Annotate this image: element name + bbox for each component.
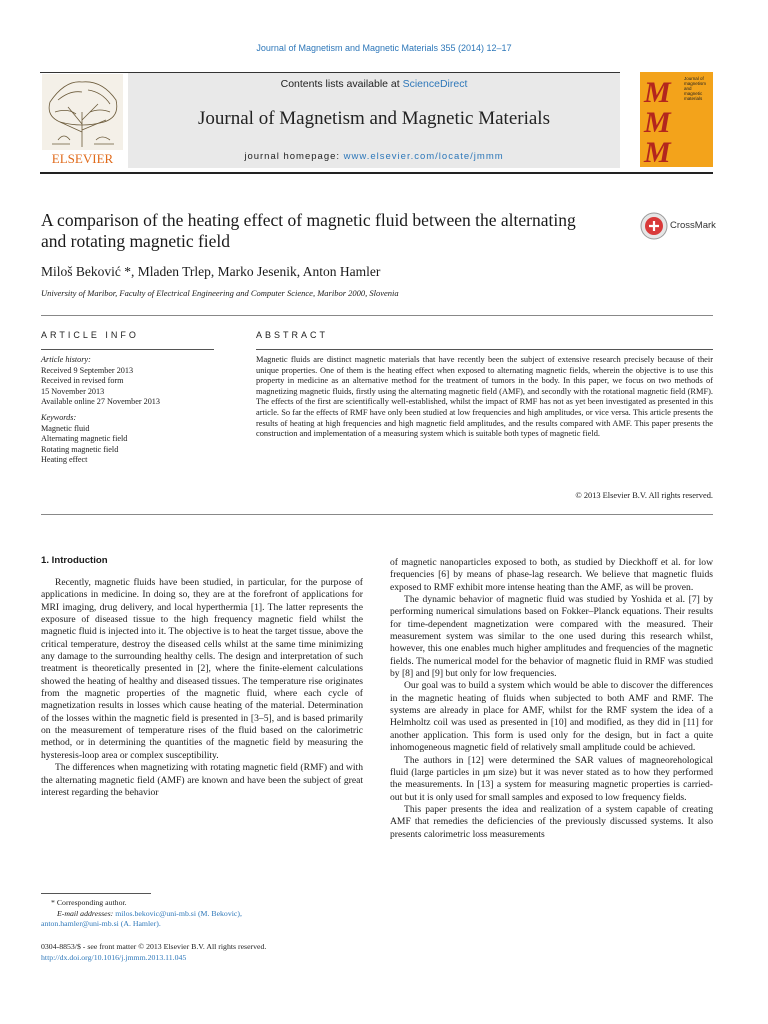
body-paragraph: Our goal was to build a system which would be able to discover the differences in the magnetic heating of fluids when subjected to both AMF and RMF. The systems are already in place for AMF, whilst for the RMF system the idea of a Helmholtz coil was used as presented in [10] and modified, as they did in [11] for another application. This form is used only for the design, but in fact a quite inhomogeneous magnetic field of relatively small amplitude could be achieved. bbox=[390, 680, 713, 754]
body-paragraph: Recently, magnetic fluids have been studied, in particular, for the purpose of applications in medicine. In doing so, they are at the forefront of applications for MRI imaging, drug delivery, and local hyperthermia [1]. The latter represents the exposure of diseased tissue to the high frequency magnetic field whilst the magnetic fluid is injected into it. The objective is to heat the target tissue, above the critical temperature, destroy the diseased cells whilst at the same time minimizing any damage to the surrounding healthy cells. The design and interpretation of such treatment is theoretically presented in [2], where the finite-element calculations showed the heating of healthy and diseased tissues. The temperature rise originates from the magnetic properties of the magnetic fluid, where each cycle of magnetization results in losses which cause heating of the material. Determination of the losses within the magnetic field is presented in [3–5], and is based primarily on the measurement of temperature rises of the fluid based on the calorimetric method, or in determining the quantities of the magnetic field by measuring the hysteresis-loop area or complex susceptibility. bbox=[41, 577, 363, 761]
history-item: Received in revised form bbox=[41, 376, 124, 386]
history-item: 15 November 2013 bbox=[41, 386, 105, 396]
body-paragraph: The authors in [12] were determined the SAR values of magneorehological fluid (large particles in μm size) but it was never stated as to how they performed the measurements. In [13] a system for measuring magnetic properties is carried-out but it is only used for small samples and exposed to low frequency fields. bbox=[390, 754, 713, 803]
keyword-item: Rotating magnetic field bbox=[41, 444, 119, 454]
author-list: Miloš Beković *, Mladen Trlep, Marko Jesenik, Anton Hamler bbox=[41, 264, 381, 279]
journal-reference[interactable]: Journal of Magnetism and Magnetic Materials 355 (2014) 12–17 bbox=[256, 43, 512, 53]
body-paragraph: The differences when magnetizing with rotating magnetic field (RMF) and with the alternating magnetic field (AMF) are known and have been the subject of great interest regarding the behavior bbox=[41, 762, 363, 798]
header-bottom-rule bbox=[40, 172, 713, 174]
history-item: Received 9 September 2013 bbox=[41, 365, 134, 375]
sciencedirect-link[interactable]: ScienceDirect bbox=[402, 78, 468, 90]
article-info-rule bbox=[41, 349, 214, 350]
body-paragraph: The dynamic behavior of magnetic fluid was studied by Yoshida et al. [7] by performing numerical simulations based on Fokker–Planck equations. Their results for time-dependent magnetization were compared with the measured. Their measurement system was similar to the one used during this research whilst, however, this one enables much higher amplitudes and frequencies of the magnetic fields. The numerical model for the behavior of magnetic fluid in RMF was studied by [8] and [9] but only for low frequencies. bbox=[390, 594, 713, 680]
cover-letter-3: M bbox=[644, 136, 671, 167]
footnote bbox=[41, 898, 371, 930]
crossmark-label: CrossMark bbox=[670, 220, 716, 231]
history-item: Available online 27 November 2013 bbox=[41, 397, 160, 407]
left-column bbox=[41, 577, 363, 799]
journal-header-band bbox=[128, 72, 620, 168]
cover-text: Journal of magnetism and magnetic materials bbox=[684, 76, 707, 101]
article-info-heading: ARTICLE INFO bbox=[41, 330, 139, 340]
crossmark-badge[interactable] bbox=[640, 212, 730, 240]
keyword-item: Alternating magnetic field bbox=[41, 434, 128, 444]
crossmark-icon bbox=[640, 212, 668, 240]
issn-line: 0304-8853/$ - see front matter © 2013 Elsevier B.V. All rights reserved. bbox=[41, 942, 267, 951]
abstract-heading: ABSTRACT bbox=[256, 330, 329, 340]
email-link-2[interactable]: anton.hamler@uni-mb.si (A. Hamler). bbox=[41, 919, 161, 928]
publisher-wordmark: ELSEVIER bbox=[51, 151, 114, 166]
right-column bbox=[390, 557, 713, 841]
homepage-line bbox=[128, 151, 620, 162]
body-paragraph: of magnetic nanoparticles exposed to both, as studied by Dieckhoff et al. for low frequencies [6] by means of phase-lag research. We believe that magnetic fluids exposed to RMF exhibit more intense heating than the AMF, as will be proven. bbox=[390, 557, 713, 593]
keyword-item: Magnetic fluid bbox=[41, 423, 90, 433]
front-matter bbox=[41, 941, 371, 963]
elsevier-logo bbox=[40, 72, 125, 167]
homepage-prefix: journal homepage: bbox=[244, 151, 344, 162]
keyword-item: Heating effect bbox=[41, 455, 88, 465]
footnote-rule bbox=[41, 893, 151, 894]
journal-title: Journal of Magnetism and Magnetic Materials bbox=[198, 108, 550, 129]
email-label: E-mail addresses: bbox=[57, 908, 116, 918]
header-top-rule bbox=[40, 72, 620, 73]
keywords-label: Keywords: bbox=[41, 412, 77, 422]
section-rule-top bbox=[41, 315, 713, 316]
elsevier-tree-icon bbox=[40, 72, 125, 167]
section-heading-introduction: 1. Introduction bbox=[41, 555, 108, 566]
article-info-panel bbox=[41, 355, 216, 466]
doi-link[interactable]: http://dx.doi.org/10.1016/j.jmmm.2013.11.045 bbox=[41, 953, 187, 962]
cover-letter-2: M bbox=[644, 106, 671, 139]
body-paragraph: This paper presents the idea and realization of a system capable of creating AMF that remedies the deficiencies of the previously discussed systems. It also presents calorimetric loss measurements bbox=[390, 803, 713, 840]
email-link-1[interactable]: milos.bekovic@uni-mb.si (M. Bekovic), bbox=[115, 908, 242, 918]
section-rule-bottom bbox=[41, 514, 713, 515]
article-title: A comparison of the heating effect of magnetic fluid between the alternating and rotating magnetic field bbox=[41, 210, 576, 251]
abstract-text: Magnetic fluids are distinct magnetic materials that have recently been the subject of extensive research precisely because of their unique properties. One of them is the heating effect when exposed to alternating magnetic fields, wherein the objective is to use this property in medicine as an alternative method for the treatment of tumors in the body. In this paper, we focus on two methods of magnetizing magnetic fluids, firstly using the alternating magnetic field (AMF), and secondly with the rotational magnetic field (RMF). The effects of the first are scientifically well-established, whilst the impact of RMF has not as yet been investigated as presented in this article. So far the effects of RMF have only been studied at low frequencies and high amplitudes, or vice versa. This article presents the results of heating at high frequencies and high magnetic field amplitudes, and the results compared with AMF. This paper presents the construction and implementation of a measuring system which is suitable both types of magnetic field. bbox=[256, 355, 713, 439]
cover-letter-1: M bbox=[644, 76, 671, 109]
homepage-link[interactable]: www.elsevier.com/locate/jmmm bbox=[343, 151, 504, 162]
history-label: Article history: bbox=[41, 355, 91, 364]
journal-cover bbox=[640, 72, 713, 167]
abstract-copyright: © 2013 Elsevier B.V. All rights reserved. bbox=[575, 491, 713, 500]
abstract-rule bbox=[256, 349, 713, 350]
contents-prefix: Contents lists available at bbox=[280, 78, 403, 90]
affiliation: University of Maribor, Faculty of Electrical Engineering and Computer Science, Maribor 2000, Slovenia bbox=[41, 288, 399, 298]
contents-line bbox=[128, 78, 620, 90]
corresponding-author-note: * Corresponding author. bbox=[51, 898, 127, 907]
